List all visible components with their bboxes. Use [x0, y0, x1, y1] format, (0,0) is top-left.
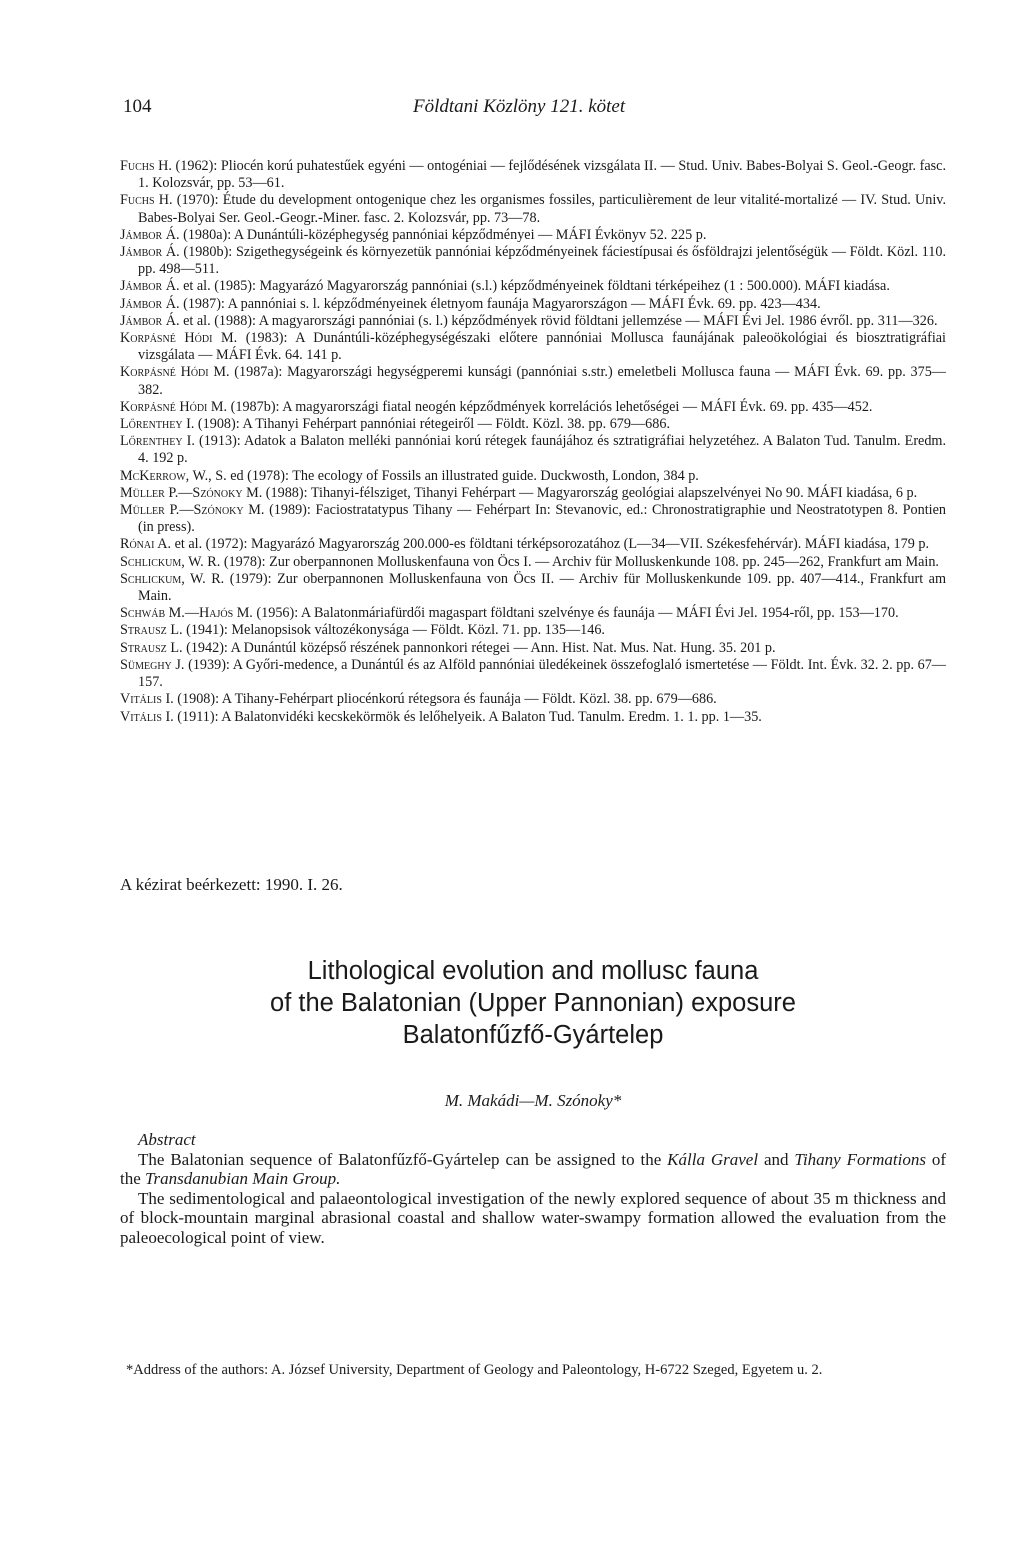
abstract-text: The Balatonian sequence of Balatonfűzfő-Gyártelep can be assigned to the	[138, 1149, 668, 1169]
reference-item	[120, 158, 946, 192]
reference-author: Fuchs H.	[120, 192, 173, 209]
reference-text: (1942): A Dunántúl középső részének pannonkori rétegei — Ann. Hist. Nat. Mus. Nat. Hung. 35. 201 p.	[186, 639, 776, 656]
reference-author: Korpásné Hódi M.	[120, 330, 238, 347]
reference-item	[120, 536, 946, 553]
reference-list	[120, 158, 946, 726]
reference-item	[120, 657, 946, 691]
reference-author: Schwáb M.—Hajós M.	[120, 605, 253, 622]
reference-text: et al. (1988): A magyarországi pannóniai (s. l.) képződmények rövid földtani jellemzése — MÁFI Évi Jel. 1986 évről. pp. 311—326.	[183, 312, 938, 329]
reference-text: S. ed (1978): The ecology of Fossils an illustrated guide. Duckwosth, London, 384 p.	[215, 467, 699, 484]
reference-item	[120, 640, 946, 657]
reference-item	[120, 399, 946, 416]
reference-item	[120, 313, 946, 330]
abstract-text: of the	[120, 1149, 947, 1188]
reference-author: Jámbor Á.	[120, 226, 180, 243]
reference-text: (1956): A Balatonmáriafürdői magaspart földtani szelvénye és faunája — MÁFI Évi Jel. 1954-ről, pp. 153—170.	[256, 605, 899, 622]
reference-item	[120, 227, 946, 244]
reference-text: (1962): Pliocén korú puhatestűek egyéni — ontogéniai — fejlődésének vizsgálata II. — Stud. Univ. Babes-Bolyai S. Geol.-Geogr. fasc. 1. Kolozsvár, pp. 53—61.	[138, 158, 946, 192]
reference-text: (1983): A Dunántúli-középhegységészaki előtere pannóniai Mollusca faunájának paleoökológiai és biosztratigráfiai vizsgálata — MÁFI Évk. 64. 141 p.	[138, 330, 946, 364]
reference-author: Schlickum, W. R.	[120, 553, 221, 570]
reference-author: Schlickum, W. R.	[120, 570, 225, 587]
received-date: A kézirat beérkezett: 1990. I. 26.	[120, 875, 343, 894]
reference-author: Korpásné Hódi M.	[120, 398, 228, 415]
reference-text: (1987b): A magyarországi fiatal neogén képződmények korrelációs lehetőségei — MÁFI Évk. 69. pp. 435—452.	[230, 398, 873, 415]
reference-item	[120, 296, 946, 313]
reference-text: (1988): Tihanyi-félsziget, Tihanyi Fehérpart — Magyarország geológiai alapszelvényei No 90. MÁFI kiadása, 6 p.	[265, 484, 918, 501]
reference-item	[120, 278, 946, 295]
reference-author: Vitális I.	[120, 691, 174, 708]
abstract-text: and	[758, 1149, 795, 1169]
reference-text: et al. (1972): Magyarázó Magyarország 200.000-es földtani térképsorozatához (L—34—VII. Székesfehérvár). MÁFI kiadása, 179 p.	[174, 536, 930, 553]
abstract-heading: Abstract	[138, 1130, 196, 1149]
abstract	[120, 1130, 946, 1247]
reference-author: Strausz L.	[120, 639, 183, 656]
article-title-line: Balatonfűzfő-Gyártelep	[402, 1021, 664, 1049]
reference-item	[120, 330, 946, 364]
reference-author: Müller P.—Szónoky M.	[120, 484, 263, 501]
reference-item	[120, 691, 946, 708]
formation-name: Tihany Formations	[794, 1149, 926, 1169]
footnote-text: *Address of the authors: A. József University, Department of Geology and Paleontology, H-6722 Szeged, Egyetem u. 2.	[126, 1362, 823, 1378]
reference-text: (1939): A Győri-medence, a Dunántúl és az Alföld pannóniai üledékeinek összefoglaló ismertetése — Földt. Int. Évk. 32. 2. pp. 67—157.	[138, 656, 946, 691]
reference-item	[120, 244, 946, 278]
reference-text: (1987): A pannóniai s. l. képződményeinek életnyom faunája Magyarországon — MÁFI Évk. 69. pp. 423—434.	[183, 295, 821, 312]
reference-item	[120, 416, 946, 433]
reference-text: (1980a): A Dunántúli-középhegység pannóniai képződményei — MÁFI Évkönyv 52. 225 p.	[183, 226, 707, 243]
reference-text: (1987a): Magyarországi hegységperemi kunsági (pannóniai s.str.) emeletbeli Mollusca fauna — MÁFI Évk. 69. pp. 375—382.	[138, 364, 946, 398]
reference-item	[120, 709, 946, 726]
reference-author: Korpásné Hódi M.	[120, 364, 230, 381]
reference-item	[120, 485, 946, 502]
reference-author: Rónai A.	[120, 536, 172, 553]
author-address-footnote	[120, 1361, 946, 1379]
reference-text: (1941): Melanopsisok változékonysága — Földt. Közl. 71. pp. 135—146.	[186, 622, 605, 639]
reference-item	[120, 605, 946, 622]
reference-author: McKerrow, W.,	[120, 467, 212, 484]
reference-text: (1970): Étude du development ontogenique chez les organismes fossiles, particulièrement de leur vitalité-mortalizé — IV. Stud. Univ. Babes-Bolyai Ser. Geol.-Geogr.-Miner. fasc. 2. Kolozsvár, pp. 73—78.	[138, 192, 947, 226]
reference-text: (1913): Adatok a Balaton melléki pannóniai korú rétegek faunájához és sztratigráfiai helyzetéhez. A Balaton Tud. Tanulm. Eredm. 4. 192 p.	[138, 433, 947, 467]
reference-text: (1989): Faciostratatypus Tihany — Fehérpart In: Stevanovic, ed.: Chronostratigraphie und Neostratotypen 8. Pontien (in press).	[138, 502, 947, 536]
page-number: 104	[123, 96, 152, 117]
reference-author: Sümeghy J.	[120, 656, 185, 673]
reference-author: Jámbor Á.	[120, 278, 180, 295]
reference-text: (1908): A Tihany-Fehérpart pliocénkorú rétegsora és faunája — Földt. Közl. 38. pp. 679—686.	[177, 691, 717, 708]
abstract-paragraph: The sedimentological and palaeontological investigation of the newly explored sequence of about 35 m thickness and of block-mountain marginal abrasional coastal and shallow water-swampy formation allowed the evaluation from the paleoecological point of view.	[120, 1188, 946, 1247]
group-name: Transdanubian Main Group.	[145, 1169, 341, 1188]
reference-author: Lőrenthey I.	[120, 416, 195, 433]
reference-item	[120, 502, 946, 536]
reference-text: (1980b): Szigethegységeink és környezetük pannóniai képződményeinek fáciestípusai és ősföldrajzi jelentőségük — Földt. Közl. 110. pp. 498—511.	[138, 244, 946, 278]
reference-author: Jámbor Á.	[120, 312, 180, 329]
reference-text: et al. (1985): Magyarázó Magyarország pannóniai (s.l.) képződményeinek földtani térképeihez (1 : 500.000). MÁFI kiadása.	[183, 278, 890, 295]
reference-author: Fuchs H.	[120, 158, 172, 174]
journal-title: Földtani Közlöny 121. kötet	[413, 96, 626, 117]
article-title-line: of the Balatonian (Upper Pannonian) exposure	[270, 989, 796, 1017]
reference-item	[120, 468, 946, 485]
reference-text: (1911): A Balatonvidéki kecskekörmök és lelőhelyeik. A Balaton Tud. Tanulm. Eredm. 1. 1. pp. 1—35.	[177, 708, 762, 725]
article-title-line: Lithological evolution and mollusc fauna	[307, 957, 759, 985]
reference-author: Lőrenthey I.	[120, 433, 195, 450]
reference-author: Strausz L.	[120, 622, 183, 639]
reference-item	[120, 622, 946, 639]
reference-text: (1979): Zur oberpannonen Molluskenfauna von Öcs II. — Archiv für Molluskenkunde 109. pp. 407—414., Frankfurt am Main.	[138, 570, 947, 605]
reference-text: (1908): A Tihanyi Fehérpart pannóniai rétegeiről — Földt. Közl. 38. pp. 679—686.	[197, 416, 671, 433]
reference-author: Müller P.—Szónoky M.	[120, 502, 265, 519]
reference-author: Jámbor Á.	[120, 244, 180, 261]
reference-item	[120, 364, 946, 398]
formation-name: Kálla Gravel	[667, 1149, 759, 1169]
article-authors: M. Makádi—M. Szónoky*	[444, 1091, 622, 1110]
reference-text: (1978): Zur oberpannonen Molluskenfauna von Öcs I. — Archiv für Molluskenkunde 108. pp. 245—262, Frankfurt am Main.	[223, 553, 939, 570]
reference-item	[120, 571, 946, 605]
reference-author: Vitális I.	[120, 708, 174, 725]
running-head	[123, 96, 943, 124]
reference-author: Jámbor Á.	[120, 295, 180, 312]
article-title	[120, 955, 946, 1051]
reference-item	[120, 554, 946, 571]
reference-item	[120, 433, 946, 467]
abstract-paragraph	[120, 1150, 946, 1189]
reference-item	[120, 192, 946, 226]
